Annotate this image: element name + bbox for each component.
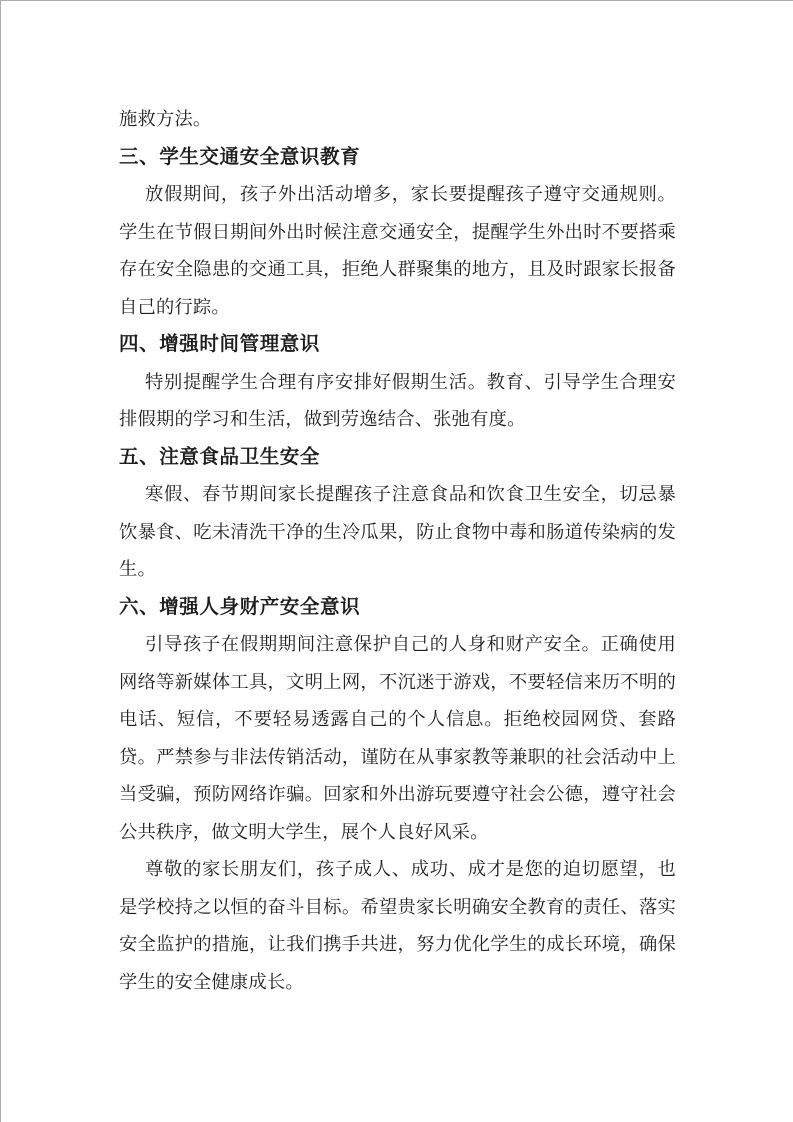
paragraph-continuation: 施救方法。 [119,109,212,129]
paragraph-food-hygiene: 寒假、春节期间家长提醒孩子注意食品和饮食卫生安全，切忌暴饮暴食、吃未清洗干净的生冷瓜果，防止食物中毒和肠道传染病的发生。 [119,484,676,579]
paragraph-personal-property-safety: 引导孩子在假期期间注意保护自己的人身和财产安全。正确使用网络等新媒体工具，文明上网，不沉迷于游戏，不要轻信来历不明的电话、短信，不要轻易透露自己的个人信息。拒绝校园网贷、套路贷。严禁参与非法传销活动，谨防在从事家教等兼职的社会活动中上当受骗，预防网络诈骗。回家和外出游玩要遵守社会公德，遵守社会公共秩序，做文明大学生，展个人良好风采。 [119,634,676,842]
paragraph-closing-message: 尊敬的家长朋友们，孩子成人、成功、成才是您的迫切愿望，也是学校持之以恒的奋斗目标。希望贵家长明确安全教育的责任、落实安全监护的措施，让我们携手共进，努力优化学生的成长环境，确保学生的安全健康成长。 [119,859,676,992]
heading-personal-property-safety: 六、增强人身财产安全意识 [119,596,361,618]
heading-food-hygiene: 五、注意食品卫生安全 [119,446,321,468]
paragraph-traffic-safety: 放假期间，孩子外出活动增多，家长要提醒孩子遵守交通规则。学生在节假日期间外出时候注意交通安全，提醒学生外出时不要搭乘存在安全隐患的交通工具，拒绝人群聚集的地方，且及时跟家长报备自己的行踪。 [119,184,676,317]
paragraph-time-management: 特别提醒学生合理有序安排好假期生活。教育、引导学生合理安排假期的学习和生活，做到劳逸结合、张弛有度。 [119,371,676,429]
document-body [119,101,676,1001]
heading-time-management: 四、增强时间管理意识 [119,334,321,355]
heading-traffic-safety: 三、学生交通安全意识教育 [119,146,361,168]
